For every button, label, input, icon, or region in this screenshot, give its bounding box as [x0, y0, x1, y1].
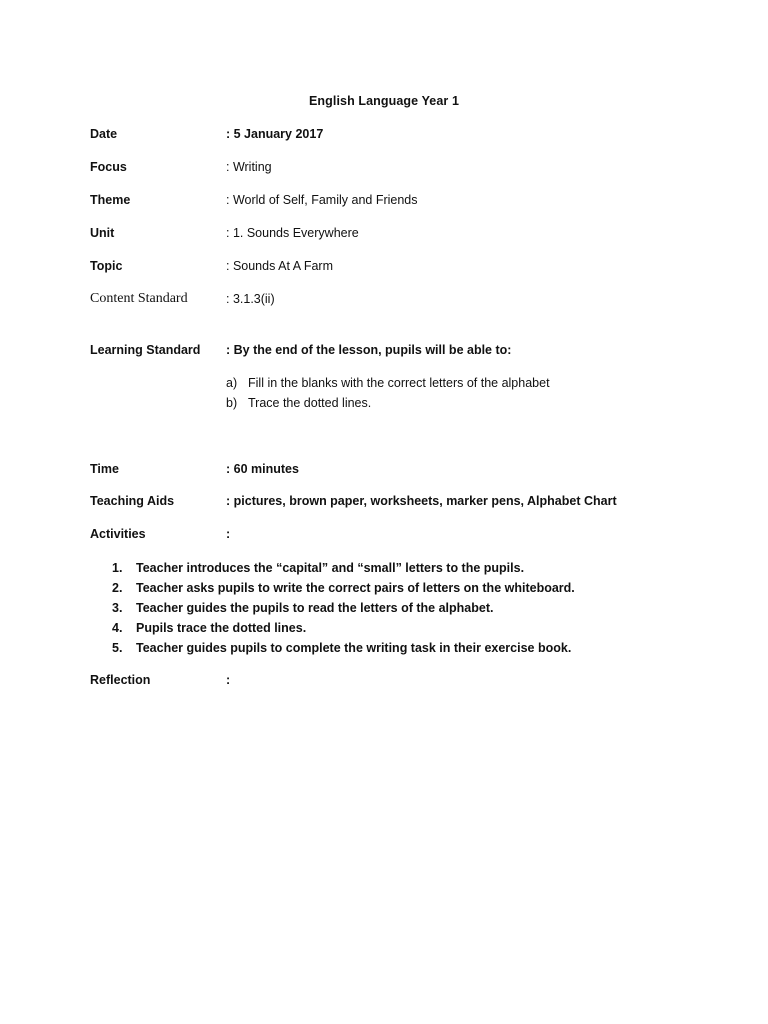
field-focus: [90, 158, 710, 176]
activity-number: 5.: [112, 641, 123, 655]
objective-marker: a): [226, 376, 238, 390]
field-label-learning-standard: Learning Standard: [90, 343, 201, 357]
field-activities: [90, 525, 710, 543]
activity-number: 3.: [112, 601, 123, 615]
field-value-date: : 5 January 2017: [226, 127, 324, 141]
field-learning-standard: [90, 341, 710, 359]
field-value-content-standard: : 3.1.3(ii): [226, 292, 275, 306]
field-label-unit: Unit: [90, 226, 115, 240]
field-topic: [90, 257, 710, 275]
field-label-reflection: Reflection: [90, 673, 151, 687]
field-label-topic: Topic: [90, 259, 123, 273]
field-date: [90, 125, 710, 143]
field-value-time: : 60 minutes: [226, 462, 299, 476]
field-content-standard: [90, 290, 710, 308]
field-time: [90, 460, 710, 478]
field-label-theme: Theme: [90, 193, 131, 207]
document-title: English Language Year 1: [308, 94, 460, 108]
field-unit: [90, 224, 710, 242]
field-value-learning-standard: : By the end of the lesson, pupils will be able to:: [226, 343, 512, 357]
activity-text: Teacher introduces the “capital” and “small” letters to the pupils.: [136, 561, 525, 575]
field-label-activities: Activities: [90, 527, 146, 541]
field-value-teaching-aids: : pictures, brown paper, worksheets, marker pens, Alphabet Chart: [226, 494, 617, 508]
activity-number: 2.: [112, 581, 123, 595]
field-label-date: Date: [90, 127, 118, 141]
field-value-topic: : Sounds At A Farm: [226, 259, 334, 273]
activity-text: Pupils trace the dotted lines.: [136, 621, 307, 635]
objective-text: Fill in the blanks with the correct letters of the alphabet: [248, 376, 550, 390]
field-reflection: [90, 671, 710, 689]
field-value-focus: : Writing: [226, 160, 272, 174]
activity-number: 4.: [112, 621, 123, 635]
field-label-focus: Focus: [90, 160, 127, 174]
field-value-theme: : World of Self, Family and Friends: [226, 193, 418, 207]
objective-text: Trace the dotted lines.: [248, 396, 372, 410]
field-label-time: Time: [90, 462, 119, 476]
activity-text: Teacher guides the pupils to read the letters of the alphabet.: [136, 601, 494, 615]
objective-marker: b): [226, 396, 238, 410]
field-label-teaching-aids: Teaching Aids: [90, 494, 175, 508]
field-label-content-standard: Content Standard: [90, 291, 188, 306]
field-value-reflection: :: [226, 673, 231, 687]
activity-text: Teacher asks pupils to write the correct pairs of letters on the whiteboard.: [136, 581, 575, 595]
activity-number: 1.: [112, 561, 123, 575]
field-value-unit: : 1. Sounds Everywhere: [226, 226, 359, 240]
field-teaching-aids: [90, 492, 710, 510]
field-theme: [90, 191, 710, 209]
field-value-activities: :: [226, 527, 231, 541]
activity-text: Teacher guides pupils to complete the writing task in their exercise book.: [136, 641, 572, 655]
